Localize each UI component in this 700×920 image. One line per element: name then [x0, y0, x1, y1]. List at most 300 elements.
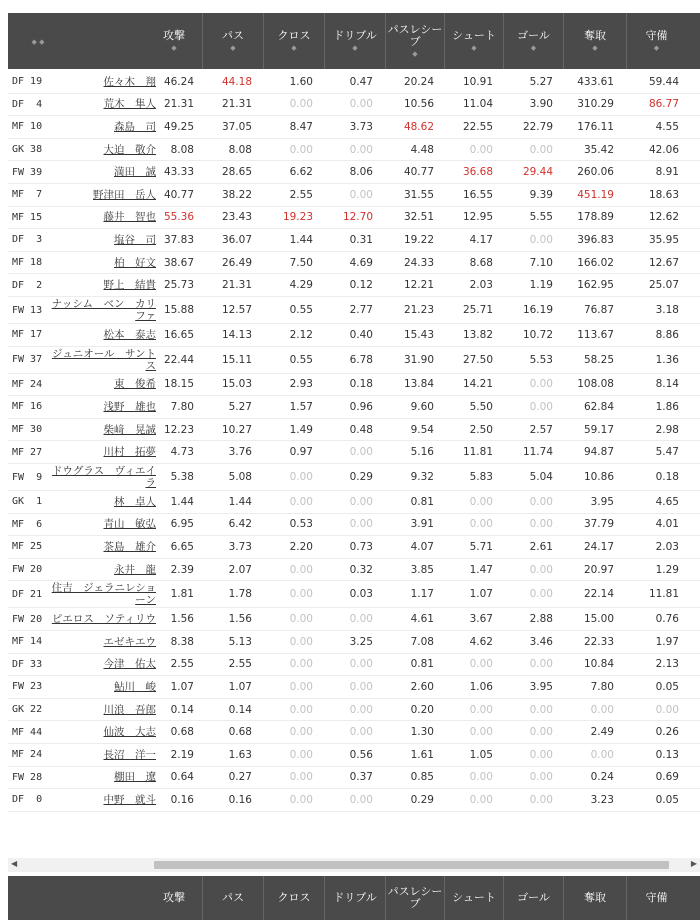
stat-atk: 46.24 [163, 75, 194, 88]
stat-steal: 94.87 [583, 446, 614, 459]
player-name-text: 川村 拓夢 [103, 446, 156, 459]
player-name-text: 棚田 遼 [114, 771, 156, 784]
table-row [8, 608, 700, 631]
stat-cross: 0.55 [289, 304, 313, 316]
player-name-text: ーン [135, 594, 156, 607]
stat-cross: 8.47 [289, 120, 313, 133]
stat-defense: 1.36 [655, 353, 679, 366]
stat-dribble: 0.32 [349, 563, 373, 576]
stat-cross: 1.49 [289, 423, 313, 436]
column-header-cross[interactable] [263, 876, 324, 920]
stat-shoot: 14.21 [462, 378, 493, 391]
stat-steal: 20.97 [583, 563, 614, 576]
stat-recv: 1.61 [410, 748, 434, 761]
stat-cross: 0.00 [289, 98, 313, 111]
stat-cross: 0.00 [289, 748, 313, 761]
stat-recv: 9.32 [410, 471, 434, 483]
stat-steal: 3.95 [590, 495, 614, 508]
player-name-text: 藤井 智也 [103, 211, 156, 224]
stat-shoot: 12.95 [462, 211, 493, 224]
stat-goal: 5.55 [529, 211, 553, 224]
stat-recv: 0.29 [410, 793, 434, 806]
stat-defense: 8.91 [655, 166, 679, 179]
column-header-label: パス [222, 891, 244, 904]
stat-goal: 2.61 [529, 540, 553, 553]
scroll-right-icon[interactable]: ▶ [690, 859, 697, 868]
stat-recv: 31.90 [403, 353, 434, 366]
stat-pass: 14.13 [221, 328, 252, 341]
horizontal-scrollbar[interactable] [8, 858, 700, 872]
stat-defense: 2.03 [655, 540, 679, 553]
stat-recv: 7.08 [410, 635, 434, 648]
player-position: FW 20 [12, 613, 43, 625]
stat-shoot: 25.71 [462, 304, 493, 316]
column-header-steal[interactable] [563, 876, 626, 920]
stat-pass: 38.22 [221, 188, 252, 201]
column-header-label: シュート [452, 29, 496, 42]
stat-recv: 31.55 [403, 188, 434, 201]
table-row [8, 139, 700, 162]
scroll-left-icon[interactable]: ◀ [11, 859, 18, 868]
stats-table-container [8, 8, 700, 920]
player-position: MF 6 [12, 518, 43, 530]
stat-cross: 0.00 [289, 471, 313, 483]
stat-atk: 1.81 [170, 588, 194, 601]
stat-shoot: 5.71 [469, 540, 493, 553]
player-position: DF 3 [12, 234, 43, 246]
stat-cross: 0.00 [289, 793, 313, 806]
column-header-cross[interactable] [263, 13, 324, 69]
stat-shoot: 5.83 [469, 471, 493, 483]
column-header-label: 守備 [645, 891, 668, 904]
stat-cross: 1.57 [289, 400, 313, 413]
stat-goal: 3.95 [529, 680, 553, 693]
stat-shoot: 16.55 [462, 188, 493, 201]
stat-defense: 0.05 [655, 793, 679, 806]
table-row [8, 654, 700, 677]
stat-recv: 1.30 [410, 726, 434, 739]
stat-recv: 24.33 [403, 256, 434, 269]
player-name-text: 野津田 岳人 [93, 188, 156, 201]
stat-dribble: 4.69 [349, 256, 373, 269]
stat-cross: 0.97 [289, 446, 313, 459]
player-name-text: 浅野 雄也 [103, 400, 156, 413]
stat-pass: 21.31 [221, 98, 252, 111]
stat-goal: 0.00 [529, 143, 553, 156]
player-position: DF 0 [12, 794, 43, 806]
stat-pass: 1.56 [228, 613, 252, 626]
stat-steal: 15.00 [583, 613, 614, 626]
table-row [8, 581, 700, 608]
player-name-text: 住吉 ジェラニレショ [51, 582, 156, 595]
stat-steal: 62.84 [583, 400, 614, 413]
player-name-text: ナッシム ベン カリ [51, 298, 156, 310]
stat-dribble: 0.12 [349, 279, 373, 292]
stat-goal: 0.00 [529, 563, 553, 576]
player-position: FW 23 [12, 681, 43, 693]
stat-shoot: 11.81 [462, 446, 493, 459]
stat-recv: 40.77 [403, 166, 434, 179]
column-header-defense[interactable] [626, 876, 686, 920]
stat-recv: 3.91 [410, 518, 434, 531]
stat-pass: 1.78 [228, 588, 252, 601]
stat-dribble: 0.31 [349, 233, 373, 246]
column-header-goal[interactable] [503, 876, 563, 920]
player-name-text: 鮎川 峻 [114, 680, 156, 693]
stat-cross: 0.00 [289, 613, 313, 626]
player-name-text: エゼキエウ [103, 635, 156, 648]
column-header-label: パスレシー ブ [387, 23, 443, 48]
stat-atk: 38.67 [163, 256, 194, 269]
column-header-label: ゴール [517, 891, 550, 904]
stat-cross: 0.53 [289, 518, 313, 531]
stat-cross: 0.00 [289, 143, 313, 156]
player-name-text: 青山 敏弘 [103, 518, 156, 531]
column-header-label: 攻撃 [163, 891, 185, 904]
stat-cross: 4.29 [289, 279, 313, 292]
stat-defense: 59.44 [648, 75, 679, 88]
sort-icon[interactable]: ◆ [171, 44, 177, 52]
stat-dribble: 0.00 [349, 98, 373, 111]
player-position: FW 9 [12, 471, 43, 483]
stat-steal: 108.08 [577, 378, 614, 391]
stat-steal: 178.89 [577, 211, 614, 224]
table-row [8, 297, 700, 324]
column-header-shoot[interactable] [444, 13, 503, 69]
table-row [8, 274, 700, 297]
player-position: MF 30 [12, 424, 43, 436]
stat-recv: 15.43 [403, 328, 434, 341]
stat-pass: 15.11 [221, 353, 252, 366]
player-name-text: 今津 佑太 [103, 658, 156, 671]
stat-defense: 4.01 [655, 518, 679, 531]
table-row [8, 374, 700, 397]
stat-dribble: 0.00 [349, 658, 373, 671]
stat-cross: 1.44 [289, 233, 313, 246]
stat-pass: 1.44 [228, 495, 252, 508]
stat-cross: 0.00 [289, 658, 313, 671]
stat-shoot: 2.03 [469, 279, 493, 292]
stat-recv: 4.61 [410, 613, 434, 626]
stat-shoot: 2.50 [469, 423, 493, 436]
player-name-text: 柴﨑 晃誠 [103, 423, 156, 436]
stat-shoot: 8.68 [469, 256, 493, 269]
stat-recv: 2.60 [410, 680, 434, 693]
sort-icon[interactable]: ◆ [653, 44, 660, 52]
stat-shoot: 0.00 [469, 518, 493, 531]
stat-pass: 37.05 [221, 120, 252, 133]
table-row [8, 324, 700, 347]
player-position: FW 37 [12, 354, 43, 366]
stat-pass: 1.63 [228, 748, 252, 761]
stat-shoot: 0.00 [469, 793, 493, 806]
player-name-text: 中野 就斗 [103, 793, 156, 806]
column-header-atk[interactable] [146, 876, 202, 920]
stat-recv: 0.20 [410, 703, 434, 716]
stat-pass: 26.49 [221, 256, 252, 269]
table-row [8, 464, 700, 491]
column-header-defense[interactable] [626, 13, 686, 69]
stat-steal: 76.87 [583, 304, 614, 316]
stat-steal: 10.84 [583, 658, 614, 671]
player-name-text: 佐々木 翔 [103, 75, 156, 88]
stat-steal: 22.33 [583, 635, 614, 648]
table-row [8, 514, 700, 537]
stat-steal: 3.23 [590, 793, 614, 806]
table-row [8, 71, 700, 94]
stat-pass: 5.27 [228, 400, 252, 413]
player-name-text: ラ [145, 477, 156, 489]
stat-defense: 1.97 [655, 635, 679, 648]
player-position: DF 33 [12, 658, 43, 670]
stat-steal: 310.29 [577, 98, 614, 111]
table-header [8, 13, 700, 69]
sort-icon[interactable]: ◆ [592, 44, 598, 52]
stat-goal: 29.44 [522, 166, 553, 179]
column-header-recv[interactable] [385, 13, 444, 69]
table-row [8, 116, 700, 139]
stat-defense: 2.98 [655, 423, 679, 436]
stat-recv: 4.48 [410, 143, 434, 156]
stat-shoot: 5.50 [469, 400, 493, 413]
stat-cross: 0.00 [289, 495, 313, 508]
column-header-dribble[interactable] [324, 876, 385, 920]
stat-dribble: 0.00 [349, 680, 373, 693]
stat-defense: 18.63 [648, 188, 679, 201]
stat-goal: 16.19 [522, 304, 553, 316]
stat-dribble: 0.00 [349, 613, 373, 626]
player-position: FW 39 [12, 166, 43, 178]
table-row [8, 559, 700, 582]
stat-shoot: 27.50 [462, 353, 493, 366]
stat-cross: 0.00 [289, 703, 313, 716]
stat-goal: 1.19 [529, 279, 553, 292]
column-header-pass[interactable] [202, 13, 263, 69]
stat-steal: 35.42 [583, 143, 614, 156]
player-position: MF 18 [12, 257, 43, 269]
stat-pass: 10.27 [221, 423, 252, 436]
stat-goal: 0.00 [529, 726, 553, 739]
player-position: MF 10 [12, 121, 43, 133]
column-header-steal[interactable] [563, 13, 626, 69]
table-row [8, 441, 700, 464]
stat-cross: 19.23 [282, 211, 313, 224]
sort-icon[interactable]: ◆ [352, 44, 358, 52]
stat-goal: 3.90 [529, 98, 553, 111]
stat-cross: 0.00 [289, 726, 313, 739]
stat-dribble: 0.56 [349, 748, 373, 761]
stat-defense: 2.13 [655, 658, 679, 671]
stat-goal: 10.72 [522, 328, 553, 341]
player-position: DF 2 [12, 279, 43, 291]
stat-defense: 0.76 [655, 613, 679, 626]
table-row [8, 676, 700, 699]
sort-icon[interactable]: ◆ [291, 44, 297, 52]
header-corner [8, 876, 68, 920]
table-row [8, 631, 700, 654]
stat-recv: 0.85 [410, 771, 434, 784]
stat-defense: 35.95 [648, 233, 679, 246]
stat-shoot: 4.62 [469, 635, 493, 648]
stat-dribble: 0.03 [349, 588, 373, 601]
player-name-text: ピエロス ソティリウ [51, 613, 156, 626]
table-row [8, 184, 700, 207]
player-name-text: ジュニオール サント [51, 347, 156, 360]
stat-shoot: 11.04 [462, 98, 493, 111]
stat-steal: 176.11 [577, 120, 614, 133]
sort-icon[interactable]: ◆ [412, 50, 418, 58]
player-position: MF 14 [12, 636, 43, 648]
stat-cross: 6.62 [289, 166, 313, 179]
player-position: MF 25 [12, 541, 43, 553]
column-header-label: ゴール [517, 29, 550, 42]
column-header-label: 攻撃 [163, 29, 185, 42]
player-name-text: 永井 龍 [114, 563, 156, 576]
table-row [8, 744, 700, 767]
stat-goal: 0.00 [529, 400, 553, 413]
stat-atk: 2.55 [170, 658, 194, 671]
stat-defense: 8.86 [655, 328, 679, 341]
stat-pass: 5.08 [228, 471, 252, 483]
stat-atk: 8.38 [170, 635, 194, 648]
stat-steal: 24.17 [583, 540, 614, 553]
stat-defense: 4.65 [655, 495, 679, 508]
stat-recv: 12.21 [403, 279, 434, 292]
stat-dribble: 2.77 [349, 304, 373, 316]
stat-dribble: 0.00 [349, 726, 373, 739]
stat-steal: 451.19 [577, 188, 614, 201]
stat-cross: 0.00 [289, 588, 313, 601]
stat-shoot: 3.67 [469, 613, 493, 626]
stat-shoot: 1.07 [469, 588, 493, 601]
player-position: MF 15 [12, 211, 43, 223]
stat-dribble: 0.96 [349, 400, 373, 413]
column-header-shoot[interactable] [444, 876, 503, 920]
stat-atk: 2.39 [170, 563, 194, 576]
player-name-text: 森島 司 [114, 120, 156, 133]
stat-atk: 22.44 [163, 353, 194, 366]
stat-dribble: 0.73 [349, 540, 373, 553]
stat-atk: 6.65 [170, 540, 194, 553]
player-position: DF 21 [12, 588, 43, 600]
stat-goal: 2.57 [529, 423, 553, 436]
stat-goal: 0.00 [529, 703, 553, 716]
stat-steal: 37.79 [583, 518, 614, 531]
stat-shoot: 36.68 [462, 166, 493, 179]
stat-dribble: 0.47 [349, 75, 373, 88]
table-row [8, 252, 700, 275]
sort-icon[interactable]: ◆ [230, 44, 236, 52]
stat-defense: 1.86 [655, 400, 679, 413]
column-header-dribble[interactable] [324, 13, 385, 69]
stat-recv: 20.24 [403, 75, 434, 88]
table-row [8, 491, 700, 514]
player-name-text: ドウグラス ヴィエイ [51, 465, 156, 477]
column-header-recv[interactable] [385, 876, 444, 920]
stat-defense: 86.77 [648, 98, 679, 111]
stat-defense: 1.29 [655, 563, 679, 576]
stat-goal: 5.27 [529, 75, 553, 88]
stat-atk: 0.64 [170, 771, 194, 784]
table-row [8, 721, 700, 744]
table-row [8, 229, 700, 252]
table-row [8, 789, 700, 812]
stat-dribble: 3.73 [349, 120, 373, 133]
stat-dribble: 0.37 [349, 771, 373, 784]
stat-pass: 28.65 [221, 166, 252, 179]
stat-goal: 0.00 [529, 658, 553, 671]
column-header-goal[interactable] [503, 13, 563, 69]
stat-dribble: 0.00 [349, 143, 373, 156]
player-position: FW 13 [12, 304, 43, 316]
stat-atk: 0.16 [170, 793, 194, 806]
stat-shoot: 0.00 [469, 703, 493, 716]
table-row [8, 94, 700, 117]
player-name-text: 塩谷 司 [114, 233, 156, 246]
stat-cross: 2.12 [289, 328, 313, 341]
stat-dribble: 0.40 [349, 328, 373, 341]
sort-icon[interactable]: ◆ [530, 44, 537, 52]
stat-steal: 10.86 [583, 471, 614, 483]
sort-icon[interactable]: ◆ [471, 44, 477, 52]
player-position: MF 27 [12, 446, 43, 458]
stat-cross: 1.60 [289, 75, 313, 88]
player-position: GK 38 [12, 144, 43, 156]
stat-dribble: 12.70 [342, 211, 373, 224]
stat-pass: 0.14 [228, 703, 252, 716]
stat-pass: 44.18 [221, 75, 252, 88]
column-header-label: 奪取 [584, 29, 606, 42]
stat-defense: 0.69 [655, 771, 679, 784]
stat-steal: 2.49 [590, 726, 614, 739]
stat-defense: 5.47 [655, 446, 679, 459]
stat-recv: 32.51 [403, 211, 434, 224]
column-header-atk[interactable] [146, 13, 202, 69]
stat-atk: 55.36 [163, 211, 194, 224]
player-name-text: 茶島 雄介 [103, 540, 156, 553]
stat-cross: 2.93 [289, 378, 313, 391]
stat-defense: 4.55 [655, 120, 679, 133]
stat-defense: 12.62 [648, 211, 679, 224]
stat-atk: 37.83 [163, 233, 194, 246]
column-header-label: パスレシー ブ [387, 885, 443, 910]
stat-steal: 260.06 [577, 166, 614, 179]
stat-atk: 16.65 [163, 328, 194, 341]
stat-shoot: 22.55 [462, 120, 493, 133]
stat-atk: 12.23 [163, 423, 194, 436]
column-header-label: クロス [277, 891, 311, 904]
stat-atk: 21.31 [163, 98, 194, 111]
player-position: DF 19 [12, 76, 43, 88]
stat-dribble: 0.00 [349, 793, 373, 806]
column-header-pass[interactable] [202, 876, 263, 920]
scrollbar-thumb[interactable] [154, 861, 669, 869]
stat-recv: 21.23 [403, 304, 434, 316]
stat-steal: 433.61 [577, 75, 614, 88]
stat-defense: 0.18 [655, 471, 679, 483]
stat-recv: 9.54 [410, 423, 434, 436]
stat-atk: 0.68 [170, 726, 194, 739]
stat-cross: 2.20 [289, 540, 313, 553]
stat-goal: 0.00 [529, 771, 553, 784]
stat-shoot: 0.00 [469, 143, 493, 156]
stat-pass: 0.27 [228, 771, 252, 784]
stat-pass: 21.31 [221, 279, 252, 292]
stat-pass: 5.13 [228, 635, 252, 648]
stat-cross: 2.55 [289, 188, 313, 201]
player-name-text: 仙波 大志 [103, 726, 156, 739]
stat-goal: 0.00 [529, 793, 553, 806]
